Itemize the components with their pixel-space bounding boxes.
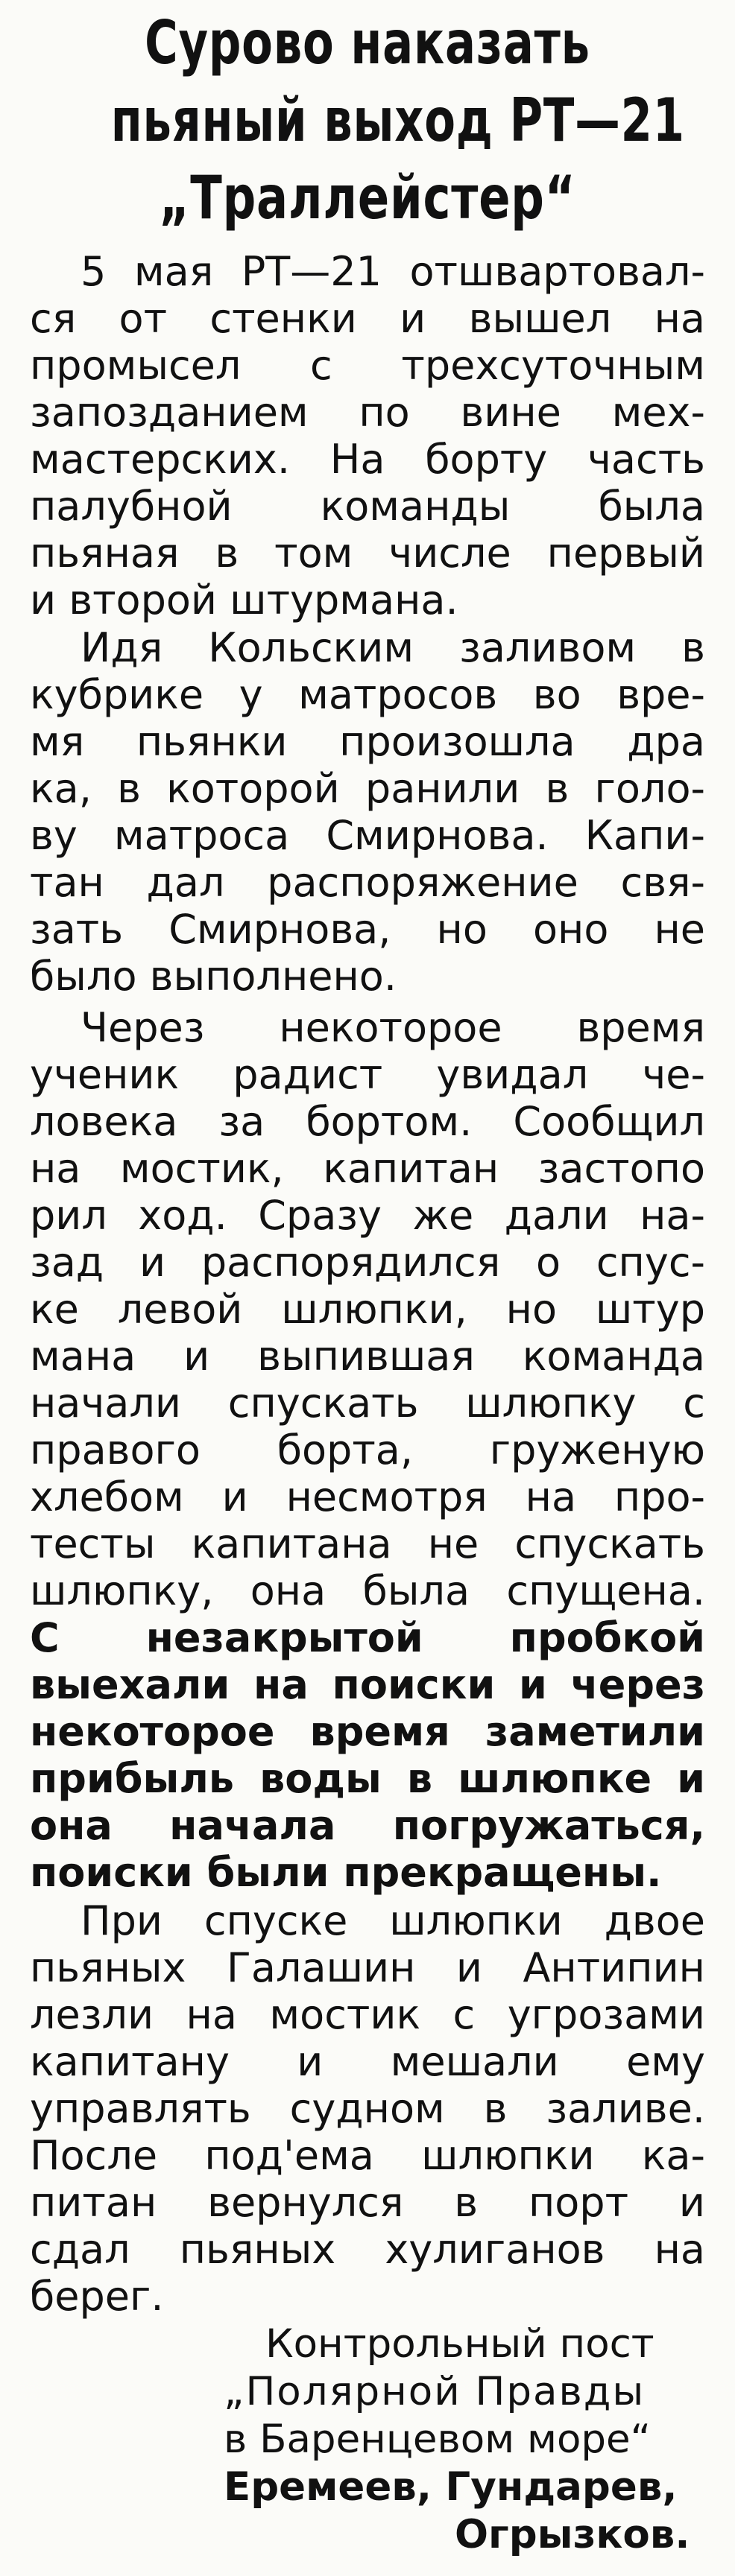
paragraph-line: промысел с трехсуточным bbox=[30, 342, 705, 389]
paragraph-line: поиски были прекращены. bbox=[30, 1849, 662, 1896]
paragraph-line: лезли на мостик с угрозами bbox=[30, 1991, 705, 2038]
headline-line-1: Сурово наказать bbox=[145, 8, 590, 77]
headline-line-2: пьяный выход РТ—21 bbox=[110, 86, 685, 155]
paragraph-line: кубрике у матросов во вре- bbox=[30, 671, 705, 718]
paragraph-line: шлюпку, она была спущена. bbox=[30, 1567, 705, 1614]
paragraph-2 bbox=[30, 624, 705, 1000]
paragraph-line: Идя Кольским заливом в bbox=[81, 624, 705, 671]
paragraph-line: С незакрытой пробкой bbox=[30, 1614, 705, 1661]
paragraph-line: пьяная в том числе первый bbox=[30, 530, 705, 577]
paragraph-line: хлебом и несмотря на про- bbox=[30, 1473, 705, 1520]
signature-block bbox=[224, 2320, 716, 2559]
paragraph-line: она начала погружаться, bbox=[30, 1802, 705, 1849]
paragraph-4 bbox=[30, 1897, 705, 2320]
paragraph-line: 5 мая РТ—21 отшвартовал- bbox=[81, 248, 705, 295]
paragraph-line: некоторое время заметили bbox=[30, 1708, 705, 1755]
signature-line: Контрольный пост bbox=[265, 2321, 654, 2367]
paragraph-line: запозданием по вине мех- bbox=[30, 389, 705, 436]
paragraph-line: тесты капитана не спускать bbox=[30, 1520, 705, 1567]
paragraph-line: ка, в которой ранили в голо- bbox=[30, 765, 705, 812]
signature-line: в Баренцевом море“ bbox=[224, 2417, 652, 2462]
paragraph-line: мя пьянки произошла дра bbox=[30, 718, 705, 765]
paragraph-line: питан вернулся в порт и bbox=[30, 2179, 705, 2226]
paragraph-line: выехали на поиски и через bbox=[30, 1661, 705, 1708]
paragraph-line: и второй штурмана. bbox=[30, 577, 458, 624]
author-names: Огрызков. bbox=[455, 2512, 690, 2557]
paragraph-line: управлять судном в заливе. bbox=[30, 2085, 705, 2132]
paragraph-line: капитану и мешали ему bbox=[30, 2038, 705, 2085]
paragraph-line: При спуске шлюпки двое bbox=[81, 1897, 705, 1944]
paragraph-line: было выполнено. bbox=[30, 953, 397, 1000]
paragraph-line: зать Смирнова, но оно не bbox=[30, 906, 705, 953]
headline-line-3: „Траллейстер“ bbox=[159, 163, 576, 232]
paragraph-line: начали спускать шлюпку с bbox=[30, 1380, 705, 1427]
paragraph-line: палубной команды была bbox=[30, 483, 705, 530]
paragraph-line: пьяных Галашин и Антипин bbox=[30, 1944, 705, 1991]
paragraph-line: ву матроса Смирнова. Капи- bbox=[30, 812, 705, 859]
paragraph-line: ке левой шлюпки, но штур bbox=[30, 1286, 705, 1333]
paragraph-line: мастерских. На борту часть bbox=[30, 436, 705, 483]
paragraph-1 bbox=[30, 248, 705, 624]
paragraph-line: После под'ема шлюпки ка- bbox=[30, 2132, 705, 2179]
paragraph-line: рил ход. Сразу же дали на- bbox=[30, 1192, 705, 1239]
paragraph-line: берег. bbox=[30, 2273, 164, 2320]
paragraph-line: зад и распорядился о спус- bbox=[30, 1239, 705, 1286]
paragraph-3 bbox=[30, 1004, 705, 1896]
paragraph-line: ся от стенки и вышел на bbox=[30, 295, 705, 342]
paragraph-line: на мостик, капитан застопо bbox=[30, 1145, 705, 1192]
signature-line: „Полярной Правды bbox=[224, 2369, 646, 2414]
paragraph-line: правого борта, груженую bbox=[30, 1427, 705, 1473]
author-names: Еремеев, Гундарев, bbox=[224, 2464, 678, 2510]
paragraph-line: тан дал распоряжение свя- bbox=[30, 859, 705, 906]
paragraph-line: прибыль воды в шлюпке и bbox=[30, 1755, 705, 1802]
paragraph-line: ловека за бортом. Сообщил bbox=[30, 1098, 705, 1145]
paragraph-line: ученик радист увидал че- bbox=[30, 1051, 705, 1098]
paragraph-line: мана и выпившая команда bbox=[30, 1333, 705, 1380]
paragraph-line: сдал пьяных хулиганов на bbox=[30, 2226, 705, 2273]
paragraph-line: Через некоторое время bbox=[81, 1004, 705, 1051]
